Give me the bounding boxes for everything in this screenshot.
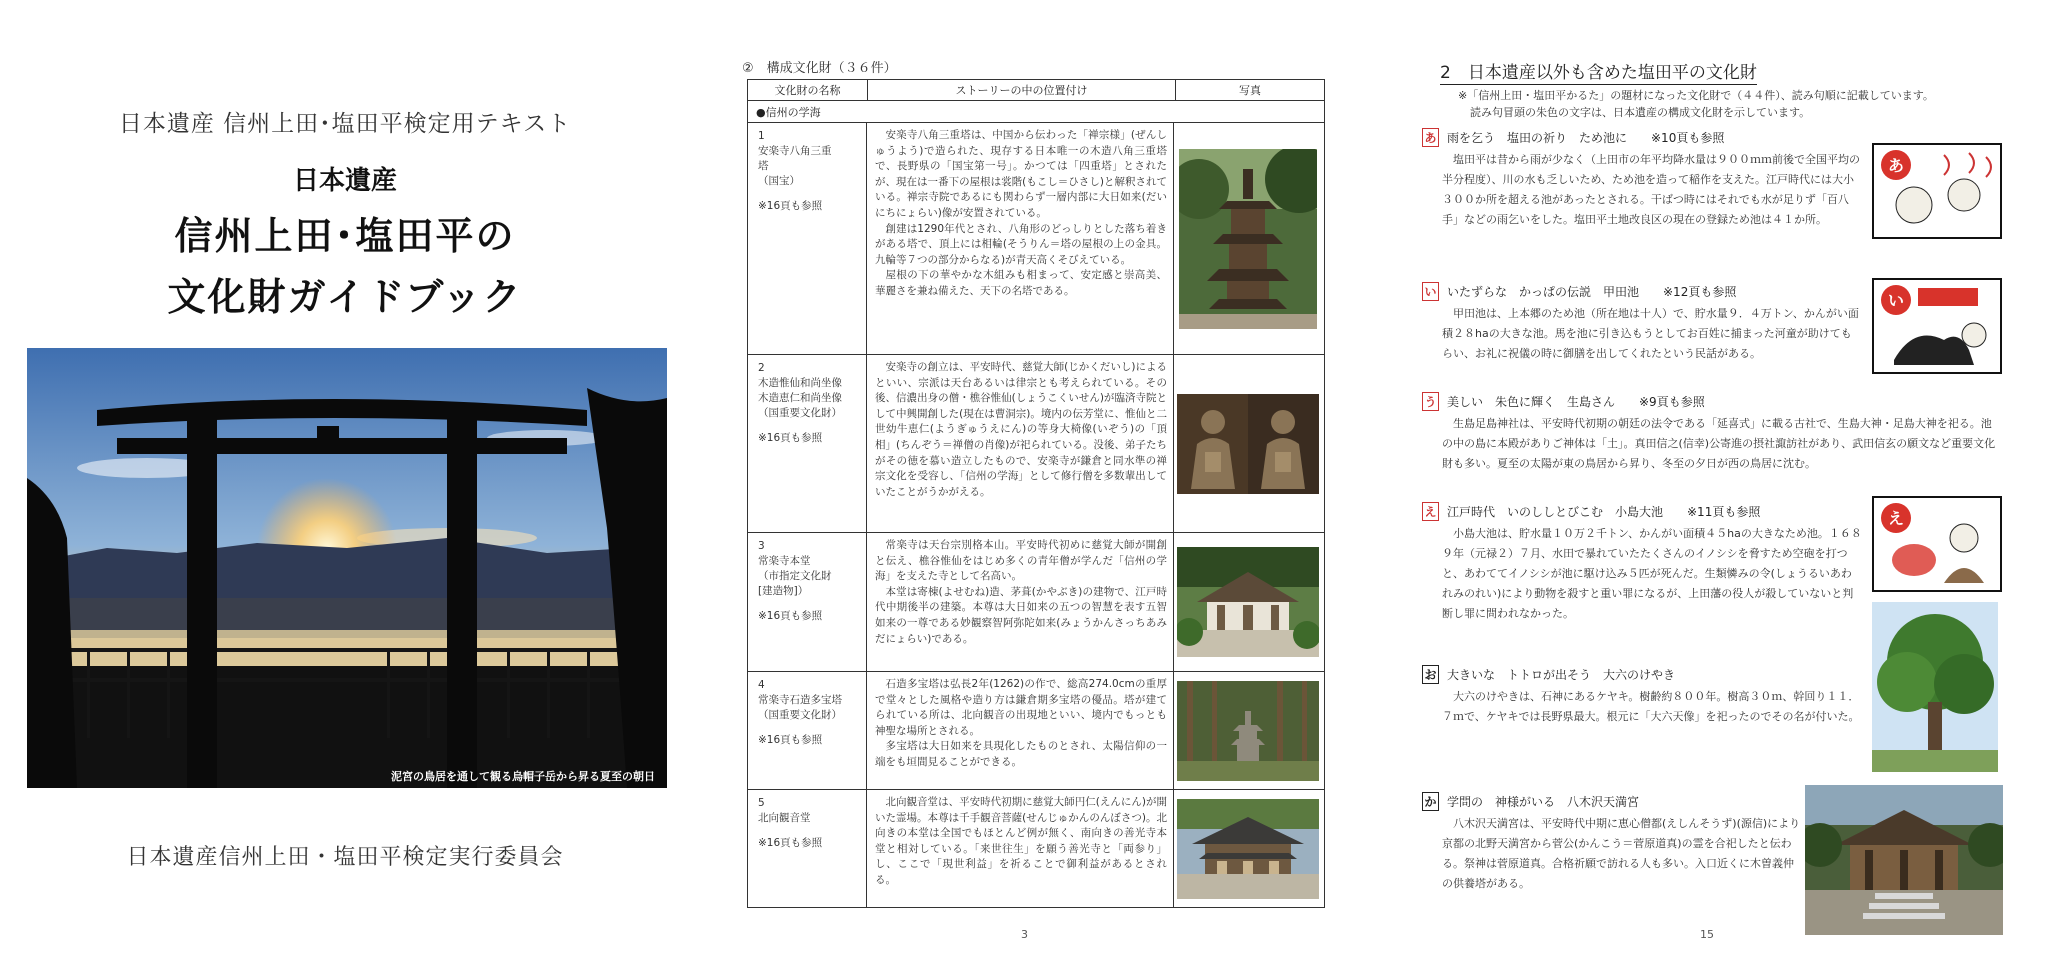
torii-sunrise-image (27, 348, 667, 788)
story-paragraph: 創建は1290年代とされ、八角形のどっしりとした落ち着きがある塔で、頂上には相輪(そうりん＝塔の屋根の上の金具。九輪等７つの部分からなる)が青天高くそびえている。 (875, 222, 1167, 266)
row-reference: ※16頁も参照 (758, 432, 823, 444)
table-row (748, 355, 1324, 533)
row-number: 3 (758, 540, 765, 552)
entry-ka (1422, 792, 1802, 894)
pagoda-photo (1179, 149, 1317, 329)
right-page-note: ※「信州上田・塩田平かるた」の題材になった文化財で（４４件）、読み句順に記載しています。 (1458, 89, 1934, 102)
row-photo-cell (1174, 672, 1322, 789)
kana-badge: あ (1422, 128, 1439, 147)
row-name-cell (748, 533, 867, 671)
row-designation: （国重要文化財） (758, 709, 842, 721)
entry-o (1422, 665, 1862, 727)
cover-small-title: 日本遺産 (292, 166, 397, 196)
story-paragraph: 屋根の下の華やかな木組みも相まって、安定感と崇高美、華麗さを兼ね備えた、天下の名塔である。 (875, 269, 1167, 297)
row-designation: （国重要文化財） (758, 407, 842, 419)
kana-badge: う (1422, 392, 1439, 411)
kana-badge: お (1422, 665, 1439, 684)
entry-body: 大六のけやきは、石神にあるケヤキ。樹齢約８００年。樹高３０ｍ、幹回り１１．７ｍで、ケヤキでは長野県最大。根元に「大六天像」を祀ったのでその名が付いた。 (1442, 690, 1860, 723)
karuta-card-e (1872, 496, 2002, 592)
row-reference: ※16頁も参照 (758, 200, 823, 212)
story-paragraph: 多宝塔は大日如来を具現化したものとされ、太陽信仰の一端をも垣間見ることができる。 (875, 740, 1167, 768)
cover-title-line1: 信州上田･塩田平の (174, 214, 516, 258)
row-name: 常楽寺石造多宝塔 (758, 694, 842, 706)
shrine-image (1805, 785, 2003, 935)
karuta-illustration (1874, 280, 2000, 372)
row-story-cell (867, 672, 1174, 789)
entry-title: 雨を乞う 塩田の祈り ため池に ※10頁も参照 (1447, 131, 1725, 145)
karuta-card-a (1872, 143, 2002, 239)
cover-footer: 日本遺産信州上田・塩田平検定実行委員会 (126, 845, 564, 870)
entry-title: 江戸時代 いのししとびこむ 小島大池 ※11頁も参照 (1447, 505, 1761, 519)
row-number: 4 (758, 679, 765, 691)
row-reference: ※16頁も参照 (758, 837, 823, 849)
column-header-story: ストーリーの中の位置付け (868, 80, 1176, 100)
story-paragraph: 本堂は寄棟(よせむね)造、茅葺(かやぶき)の建物で、江戸時代中期後半の建築。本尊は大日如来の五つの智慧を表す五智如来の一尊である妙観察智阿弥陀如来(みょうかんさっちあみだにょらい)である。 (875, 585, 1167, 645)
row-name: 北向観音堂 (758, 812, 811, 824)
zelkova-tree-photo (1872, 602, 1998, 772)
entry-e (1422, 502, 1862, 624)
row-name-cell (748, 355, 867, 532)
row-reference: ※16頁も参照 (758, 610, 823, 622)
table-row (748, 790, 1324, 907)
entry-body: 生島足島神社は、平安時代初期の朝廷の法令である「延喜式」に載る古社で、生島大神・足島大神を祀る。池の中の島に本殿がありご神体は「土」。真田信之(信幸)公寄進の摂社諏訪社があり、武田信玄の願文など重要文化財も多い。夏至の太陽が東の鳥居から昇り、冬至の夕日が西の鳥居に沈む。 (1442, 417, 1996, 470)
entry-body: 八木沢天満宮は、平安時代中期に恵心僧都(えしんそうず)(源信)により京都の北野天満宮から菅公(かんこう＝菅原道真)の霊を合祀したと伝わる。祭神は菅原道真。合格祈願で訪れる人も多い。入口近くに木曽義仲の供養塔がある。 (1442, 817, 1801, 890)
row-name-cell (748, 123, 867, 354)
kana-badge: い (1422, 282, 1439, 301)
column-header-name: 文化財の名称 (748, 80, 868, 100)
row-reference: ※16頁も参照 (758, 734, 823, 746)
table-section-label: ●信州の学海 (748, 101, 1324, 123)
tenmangu-shrine-photo (1805, 785, 2003, 935)
row-name: 木造惟仙和尚坐像 (758, 377, 842, 389)
cover-title-line2: 文化財ガイドブック (167, 275, 523, 319)
entry-title: いたずらな かっぱの伝説 甲田池 ※12頁も参照 (1447, 285, 1737, 299)
row-story-cell (867, 790, 1174, 907)
zelkova-tree-image (1872, 602, 1998, 772)
row-story-cell (867, 533, 1174, 671)
entry-title: 美しい 朱色に輝く 生島さん ※9頁も参照 (1447, 395, 1705, 409)
row-number: 5 (758, 797, 765, 809)
cover-torii-photo (27, 348, 667, 788)
karuta-card-i (1872, 278, 2002, 374)
row-photo-cell (1174, 355, 1322, 532)
table-row (748, 123, 1324, 355)
story-paragraph: 安楽寺八角三重塔は、中国から伝わった「禅宗様」(ぜんしゅうよう)で造られた、現存する日本唯一の木造八角三重塔で、長野県の「国宝第一号」。かつては「四重塔」とされたが、現在は一番下の屋根は裳階(もこし＝ひさし)と解釈されている。禅宗寺院であるにも関わらず一層内部に大日如来(だいにちにょらい)像が安置されている。 (875, 129, 1167, 219)
row-number: 1 (758, 130, 765, 142)
entry-heading (1422, 128, 1862, 147)
row-photo-cell (1174, 533, 1322, 671)
row-designation: [建造物]） (758, 585, 809, 597)
cover-photo-caption: 泥宮の鳥居を通して観る烏帽子岳から昇る夏至の朝日 (391, 770, 655, 783)
column-header-photo: 写真 (1239, 84, 1261, 97)
stone-pagoda-photo (1177, 681, 1319, 781)
entry-i (1422, 282, 1862, 364)
row-story-cell (867, 355, 1174, 532)
story-paragraph: 常楽寺は天台宗別格本山。平安時代初めに慈覚大師が開創と伝え、樵谷惟仙をはじめ多くの青年僧が学んだ「信州の学海」を支えた寺として名高い。 (875, 539, 1167, 583)
row-name: 塔 (758, 160, 769, 172)
row-name: 木造恵仁和尚坐像 (758, 392, 842, 404)
row-name: 常楽寺本堂 (758, 555, 811, 567)
entry-body: 甲田池は、上本郷のため池（所在地は十人）で、貯水量９．４万トン、かんがい面積２８haの大きな池。馬を池に引き込もうとしてお百姓に捕まった河童が助けてもらい、お礼に祝儀の時に御膳を出してくれたという民話がある。 (1442, 307, 1859, 360)
entry-heading (1422, 282, 1862, 301)
entry-body: 小島大池は、貯水量１０万２千トン、かんがい面積４５haの大きなため池。１６８９年（元禄２）７月、水田で暴れていたたくさんのイノシシを脅すため空砲を打つと、あわててイノシシが池に駆け込み５匹が死んだ。生類憐みの令(しょうるいあわれみのれい)により動物を殺すと重い罪になるが、上田藩の役人が殺していないと判断し罪に問われなかった。 (1442, 527, 1862, 620)
kannon-hall-photo (1177, 799, 1319, 899)
cover-subtitle: 日本遺産 信州上田･塩田平検定用テキスト (118, 111, 572, 137)
right-page-note: 読み句冒頭の朱色の文字は、日本遺産の構成文化財を示しています。 (1470, 106, 1811, 119)
entry-heading (1422, 502, 1862, 521)
table-heading: ② 構成文化財（３６件） (742, 61, 897, 76)
temple-hall-photo (1177, 547, 1319, 657)
karuta-letter: い (1887, 291, 1905, 310)
statues-photo (1177, 394, 1319, 494)
entry-a (1422, 128, 1862, 230)
entry-u (1422, 392, 2002, 474)
row-designation: （市指定文化財 (758, 570, 832, 582)
page-number: 3 (1021, 928, 1028, 941)
table-row (748, 533, 1324, 672)
row-number: 2 (758, 362, 765, 374)
kana-badge: え (1422, 502, 1439, 521)
row-photo-cell (1174, 123, 1322, 354)
entry-title: 学問の 神様がいる 八木沢天満宮 (1447, 795, 1640, 809)
row-story-cell (867, 123, 1174, 354)
entry-heading (1422, 392, 2002, 411)
story-paragraph: 石造多宝塔は弘長2年(1262)の作で、総高274.0cmの重厚で堂々とした風格や造り方は鎌倉期多宝塔の優品。塔が建てられている所は、北向観音の出現地といい、境内でもっとも神聖な場所とされる。 (875, 678, 1167, 737)
entry-heading (1422, 665, 1862, 684)
right-page-title: 2 日本遺産以外も含めた塩田平の文化財 (1440, 58, 1757, 85)
kana-badge: か (1422, 792, 1439, 811)
entry-body: 塩田平は昔から雨が少なく（上田市の年平均降水量は９００ｍｍ前後で全国平均の半分程度）、川の水も乏しいため、ため池を造って稲作を支えた。江戸時代には大小３００か所を超える池があったとされる。干ばつ時にはそれでも水が足りず「百八手」などの雨乞いをした。塩田平土地改良区の現在の登録ため池は４１か所。 (1442, 153, 1860, 226)
karuta-illustration (1874, 498, 2000, 590)
row-name-cell (748, 672, 867, 789)
row-name-cell (748, 790, 867, 907)
karuta-letter: あ (1887, 156, 1905, 175)
story-paragraph: 北向観音堂は、平安時代初期に慈覚大師円仁(えんにん)が開いた霊場。本尊は千手観音菩薩(せんじゅかんのんぼさつ)。北向きの本堂は全国でもほとんど例が無く、南向きの善光寺本堂と相対している。「来世往生」を願う善光寺と「両参り」し、ここで「現世利益」を祈ることで御利益があるとされる。 (875, 796, 1167, 886)
entry-title: 大きいな トトロが出そう 大六のけやき (1447, 668, 1676, 682)
row-name: 安楽寺八角三重 (758, 145, 832, 157)
row-photo-cell (1174, 790, 1322, 907)
karuta-illustration (1874, 145, 2000, 237)
table-row (748, 672, 1324, 790)
row-designation: （国宝） (758, 175, 800, 187)
cultural-properties-table (747, 79, 1325, 908)
page-number: 15 (1700, 928, 1714, 941)
entry-heading (1422, 792, 1802, 811)
story-paragraph: 安楽寺の創立は、平安時代、慈覚大師(じかくだいし)によるといい、宗派は天台あるいは律宗とも考えられている。その後、信濃出身の僧・樵谷惟仙(しょうこくいせん)が臨済寺院として中興開創した(現在は曹洞宗)。境内の伝芳堂に、惟仙と二世幼牛恵仁(ようぎゅうえにん)の等身大椅像(いぞう)の「頂相」(ちんぞう＝禅僧の肖像)が祀られている。没後、弟子たちがその徳を慕い造立したもので、安楽寺が鎌倉と同水準の禅宗文化を受容し、「信州の学海」として修行僧を多数輩出していたことがうかがえる。 (875, 361, 1167, 498)
karuta-letter: え (1887, 509, 1905, 528)
table-header-row (748, 80, 1324, 101)
